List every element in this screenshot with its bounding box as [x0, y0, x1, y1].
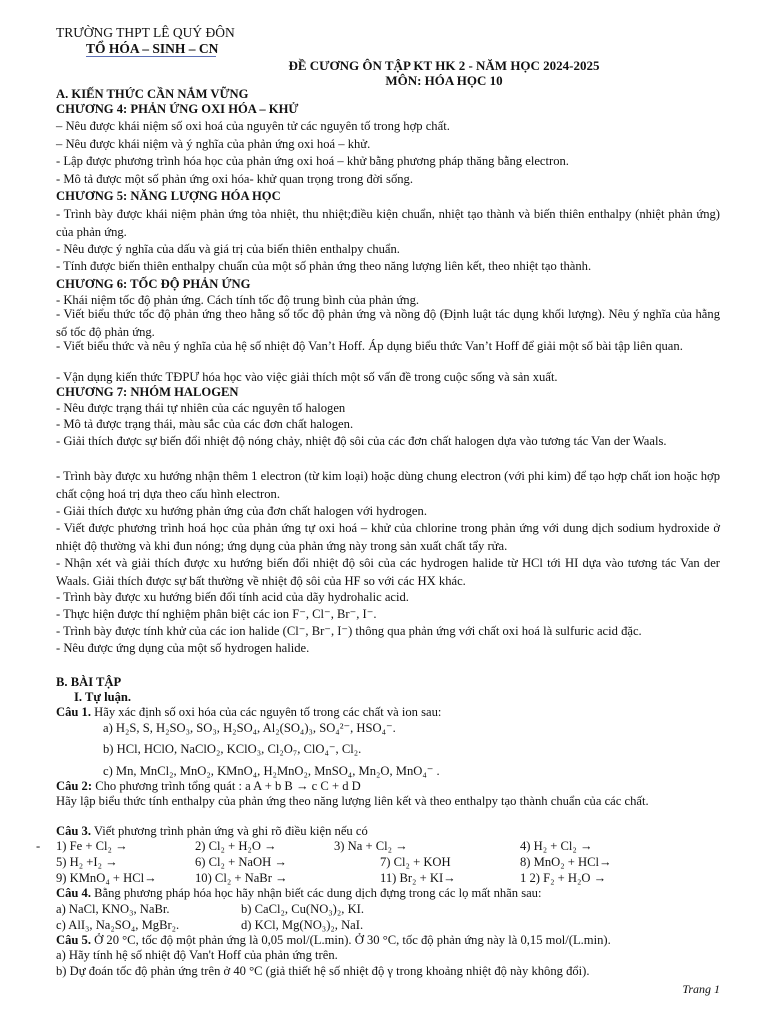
- essay-subheading: I. Tự luận.: [74, 690, 132, 704]
- answer-option: a) NaCl, KNO₃, NaBr.: [56, 902, 170, 916]
- subject-title: MÔN: HÓA HỌC 10: [385, 73, 503, 88]
- list-item: - Nêu được trạng thái tự nhiên của các nguyên tố halogen: [56, 401, 346, 415]
- equation-item: 6) Cl₂ + NaOH →: [195, 855, 287, 869]
- school-name: TRƯỜNG THPT LÊ QUÝ ĐÔN: [56, 25, 235, 40]
- question-label: Câu 5.: [56, 933, 91, 947]
- equation-item: 1) Fe + Cl₂ →: [56, 839, 128, 853]
- answer-option: c) AlI₃, Na₂SO₄, MgBr₂.: [56, 918, 180, 932]
- document-title: ĐỀ CƯƠNG ÔN TẬP KT HK 2 - NĂM HỌC 2024-2025: [288, 58, 600, 73]
- question-label: Câu 1.: [56, 705, 91, 719]
- department-name: TỔ HÓA – SINH – CN: [86, 41, 219, 56]
- question-5-b: b) Dự đoán tốc độ phản ứng trên ở 40 °C (giả thiết hệ số nhiệt độ γ trong khoảng nhiệt độ này không đổi).: [56, 964, 590, 978]
- list-item: - Thực hiện được thí nghiệm phân biệt các ion F⁻, Cl⁻, Br⁻, I⁻.: [56, 607, 377, 621]
- equation-item: 11) Br₂ + KI→: [380, 871, 456, 885]
- list-item: – Nêu được khái niệm và ý nghĩa của phản ứng oxi hoá – khử.: [56, 137, 371, 151]
- page-number: Trang 1: [682, 982, 720, 996]
- chapter-4-title: CHƯƠNG 4: PHẢN ỨNG OXI HÓA – KHỬ: [56, 102, 299, 116]
- list-item: - Trình bày được xu hướng nhận thêm 1 electron (từ kim loại) hoặc dùng chung electron (với phi kim) để tạo hợp chất ion hoặc hợp chất cộng hoá trị dựa theo cấu hình electron.: [56, 469, 720, 501]
- chapter-6-title: CHƯƠNG 6: TỐC ĐỘ PHẢN ỨNG: [56, 277, 251, 291]
- list-item: - Mô tả được trạng thái, màu sắc của các đơn chất halogen.: [56, 417, 354, 431]
- equation-item: 5) H₂ +I₂ →: [56, 855, 118, 869]
- list-item: - Viết biểu thức tốc độ phản ứng theo hằng số tốc độ phản ứng và nồng độ (Định luật tác dụng khối lượng). Nêu ý nghĩa của hằng số tốc độ phản ứng.: [56, 307, 720, 339]
- question-label: Câu 2:: [56, 779, 93, 793]
- question-4: [56, 885, 720, 903]
- question-1-c: c) Mn, MnCl₂, MnO₂, KMnO₄, H₂MnO₂, MnSO₄, Mn₂O, MnO₄⁻ .: [103, 764, 440, 778]
- question-2-text: Hãy lập biểu thức tính enthalpy của phản ứng theo năng lượng liên kết và theo enthalpy tạo thành chuẩn của các chất.: [56, 794, 649, 808]
- equation-item: 4) H₂ + Cl₂ →: [520, 839, 593, 853]
- section-b-heading: B. BÀI TẬP: [56, 675, 122, 689]
- list-item: – Nêu được khái niệm số oxi hoá của nguyên tử các nguyên tố trong hợp chất.: [56, 119, 450, 133]
- question-1: [56, 704, 720, 722]
- list-item: - Vận dụng kiến thức TĐPƯ hóa học vào việc giải thích một số vấn đề trong cuộc sống và sản xuất.: [56, 370, 558, 384]
- list-item: - Giải thích được sự biến đổi nhiệt độ nóng chảy, nhiệt độ sôi của các đơn chất halogen dựa vào tương tác Van der Waals.: [56, 434, 667, 448]
- question-5-a: a) Hãy tính hệ số nhiệt độ Van't Hoff của phản ứng trên.: [56, 948, 338, 962]
- bullet-dash: -: [36, 839, 41, 853]
- answer-option: b) CaCl₂, Cu(NO₃)₂, KI.: [241, 902, 365, 916]
- equation-item: 9) KMnO₄ + HCl→: [56, 871, 157, 885]
- question-text: Cho phương trình tổng quát : a A + b B → c C + d D: [92, 779, 361, 793]
- chapter-7-title: CHƯƠNG 7: NHÓM HALOGEN: [56, 385, 239, 399]
- question-1-b: b) HCl, HClO, NaClO₂, KClO₃, Cl₂O₇, ClO₄⁻, Cl₂.: [103, 742, 362, 756]
- equation-item: 1 2) F₂ + H₂O →: [520, 871, 607, 885]
- question-label: Câu 4.: [56, 886, 91, 900]
- list-item: - Nêu được ý nghĩa của dấu và giá trị của biến thiên enthalpy chuẩn.: [56, 242, 400, 256]
- list-item: - Lập được phương trình hóa học của phản ứng oxi hoá – khử bằng phương pháp thăng bằng electron.: [56, 154, 569, 168]
- list-item: - Trình bày được xu hướng biến đổi tính acid của dãy hydrohalic acid.: [56, 590, 409, 604]
- question-1-a: a) H₂S, S, H₂SO₃, SO₃, H₂SO₄, Al₂(SO₄)₃, SO₄²⁻, HSO₄⁻.: [103, 721, 396, 735]
- list-item: - Khái niệm tốc độ phản ứng. Cách tính tốc độ trung bình của phản ứng.: [56, 293, 420, 307]
- equation-item: 7) Cl₂ + KOH: [380, 855, 451, 869]
- question-text: Bằng phương pháp hóa học hãy nhận biết các dung dịch đựng trong các lọ mất nhãn sau:: [91, 886, 542, 900]
- equation-item: 3) Na + Cl₂ →: [334, 839, 408, 853]
- section-a-heading: A. KIẾN THỨC CẦN NẮM VỮNG: [56, 87, 249, 101]
- equation-item: 8) MnO₂ + HCl→: [520, 855, 612, 869]
- equation-item: 2) Cl₂ + H₂O →: [195, 839, 277, 853]
- question-text: Ở 20 °C, tốc độ một phản ứng là 0,05 mol/(L.min). Ở 30 °C, tốc độ phản ứng này là 0,15 mol/(L.min).: [91, 933, 611, 947]
- list-item: - Nhận xét và giải thích được xu hướng biến đổi nhiệt độ sôi của các hydrogen halide từ HCl tới HI dựa vào tương tác Van der Waals. Giải thích được sự bất thường về nhiệt độ sôi của HF so với các HX khác.: [56, 556, 720, 588]
- list-item: - Nêu được ứng dụng của một số hydrogen halide.: [56, 641, 310, 655]
- list-item: - Viết được phương trình hoá học của phản ứng tự oxi hoá – khử của chlorine trong phản ứng với dung dịch sodium hydroxide ở nhiệt độ thường và khi đun nóng; ứng dụng của phản ứng này trong sản xuất chất tẩy rửa.: [56, 521, 720, 553]
- list-item: - Viết biểu thức và nêu ý nghĩa của hệ số nhiệt độ Van’t Hoff. Áp dụng biểu thức Van’t Hoff để giải một số bài tập liên quan.: [56, 339, 683, 353]
- list-item: - Tính được biến thiên enthalpy chuẩn của một số phản ứng theo năng lượng liên kết, theo nhiệt tạo thành.: [56, 259, 592, 273]
- question-text: Hãy xác định số oxi hóa của các nguyên tố trong các chất và ion sau:: [91, 705, 442, 719]
- chapter-5-title: CHƯƠNG 5: NĂNG LƯỢNG HÓA HỌC: [56, 189, 281, 203]
- question-text: Viết phương trình phản ứng và ghi rõ điều kiện nếu có: [91, 824, 368, 838]
- list-item: - Giải thích được xu hướng phản ứng của đơn chất halogen với hydrogen.: [56, 504, 427, 518]
- question-label: Câu 3.: [56, 824, 91, 838]
- answer-option: d) KCl, Mg(NO₃)₂, NaI.: [241, 918, 364, 932]
- list-item: - Trình bày được khái niệm phản ứng tỏa nhiệt, thu nhiệt;điều kiện chuẩn, nhiệt tạo thành và biến thiên enthalpy (nhiệt phản ứng) của phản ứng.: [56, 207, 720, 239]
- list-item: - Mô tả được một số phản ứng oxi hóa- khử quan trọng trong đời sống.: [56, 172, 413, 186]
- list-item: - Trình bày được tính khử của các ion halide (Cl⁻, Br⁻, I⁻) thông qua phản ứng với chất oxi hoá là sulfuric acid đặc.: [56, 624, 642, 638]
- equation-item: 10) Cl₂ + NaBr →: [195, 871, 288, 885]
